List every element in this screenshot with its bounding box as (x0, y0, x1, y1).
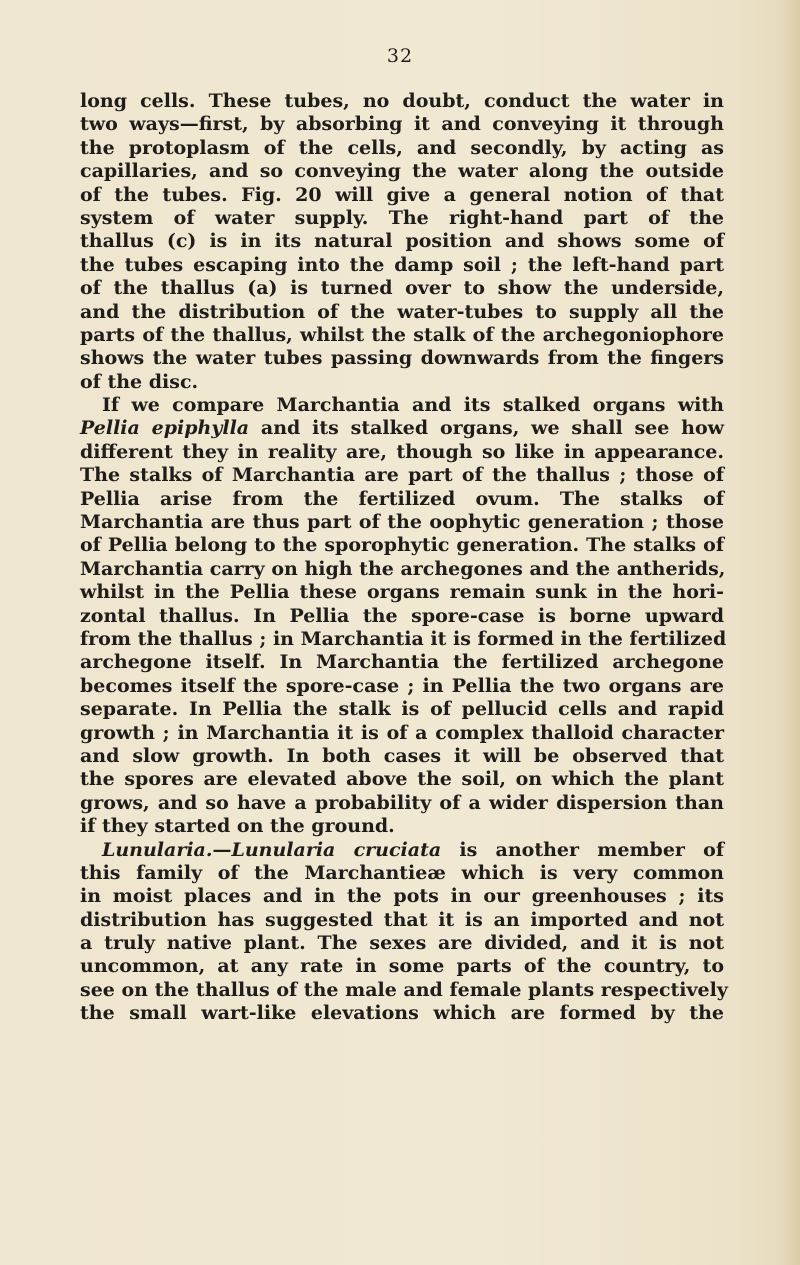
text-line: two ways—first, by absorbing it and conveying it through (80, 113, 724, 136)
text-line: archegone itself. In Marchantia the fertilized archegone (80, 651, 724, 674)
em-dash: — (212, 838, 232, 861)
text-line: of the thallus (a) is turned over to show the underside, (80, 277, 724, 300)
text-line: shows the water tubes passing downwards from the fingers (80, 347, 724, 370)
text-line: grows, and so have a probability of a wider dispersion than (80, 791, 724, 814)
text-line: thallus (c) is in its natural position and shows some of (80, 230, 724, 253)
text-line: the tubes escaping into the damp soil ; the left-hand part (80, 253, 724, 276)
text-line: parts of the thallus, whilst the stalk of the archegoniophore (80, 323, 724, 346)
text-line: zontal thallus. In Pellia the spore-case is borne upward (80, 604, 724, 627)
body-text (80, 90, 728, 1026)
text-line: If we compare Marchantia and its stalked organs with (102, 394, 724, 417)
text-line: a truly native plant. The sexes are divided, and it is not (80, 932, 724, 955)
text-line: and slow growth. In both cases it will be observed that (80, 744, 724, 767)
text-line: the spores are elevated above the soil, on which the plant (80, 768, 724, 791)
text-line: Pellia arise from the fertilized ovum. The stalks of (80, 487, 724, 510)
text-line: system of water supply. The right-hand part of the (80, 206, 724, 229)
text-line: if they started on the ground. (80, 815, 395, 838)
text-line: the protoplasm of the cells, and secondly, by acting as (80, 136, 724, 159)
text-line: the small wart-like elevations which are formed by the (80, 1002, 724, 1025)
text-line: Marchantia are thus part of the oophytic generation ; those (80, 511, 724, 534)
text-fragment: and its stalked organs, we shall see how (249, 417, 724, 440)
species-name: Pellia epiphylla (80, 417, 250, 440)
species-name: Lunularia cruciata (231, 838, 442, 861)
text-line (80, 839, 724, 862)
text-line: Marchantia carry on high the archegones and the antherids, (80, 557, 726, 580)
text-fragment: is another member of (441, 838, 725, 861)
text-line (80, 417, 724, 440)
text-line: different they in reality are, though so like in appearance. (80, 440, 724, 463)
text-line: uncommon, at any rate in some parts of the country, to (80, 955, 724, 978)
text-line: separate. In Pellia the stalk is of pellucid cells and rapid (80, 698, 724, 721)
text-line: this family of the Marchantieæ which is very common (80, 861, 724, 884)
text-line: whilst in the Pellia these organs remain sunk in the hori- (80, 581, 724, 604)
text-line: The stalks of Marchantia are part of the thallus ; those of (80, 464, 724, 487)
text-line: of Pellia belong to the sporophytic generation. The stalks of (80, 534, 724, 557)
text-line: long cells. These tubes, no doubt, conduct the water in (80, 90, 724, 112)
text-line: see on the thallus of the male and female plants respectively (80, 978, 728, 1001)
text-line: from the thallus ; in Marchantia it is formed in the fertilized (80, 627, 727, 650)
page-number: 32 (386, 45, 414, 67)
text-line: becomes itself the spore-case ; in Pellia the two organs are (80, 674, 724, 697)
page-edge-shadow (782, 0, 800, 1265)
text-line: growth ; in Marchantia it is of a complex thalloid character (80, 721, 724, 744)
text-line: capillaries, and so conveying the water along the outside (80, 160, 724, 183)
text-line: of the tubes. Fig. 20 will give a general notion of that (80, 183, 724, 206)
text-line: in moist places and in the pots in our greenhouses ; its (80, 885, 724, 908)
text-line: distribution has suggested that it is an imported and not (80, 908, 724, 931)
section-heading: Lunularia. (102, 838, 213, 861)
text-line: and the distribution of the water-tubes to supply all the (80, 300, 724, 323)
text-line: of the disc. (80, 370, 199, 393)
